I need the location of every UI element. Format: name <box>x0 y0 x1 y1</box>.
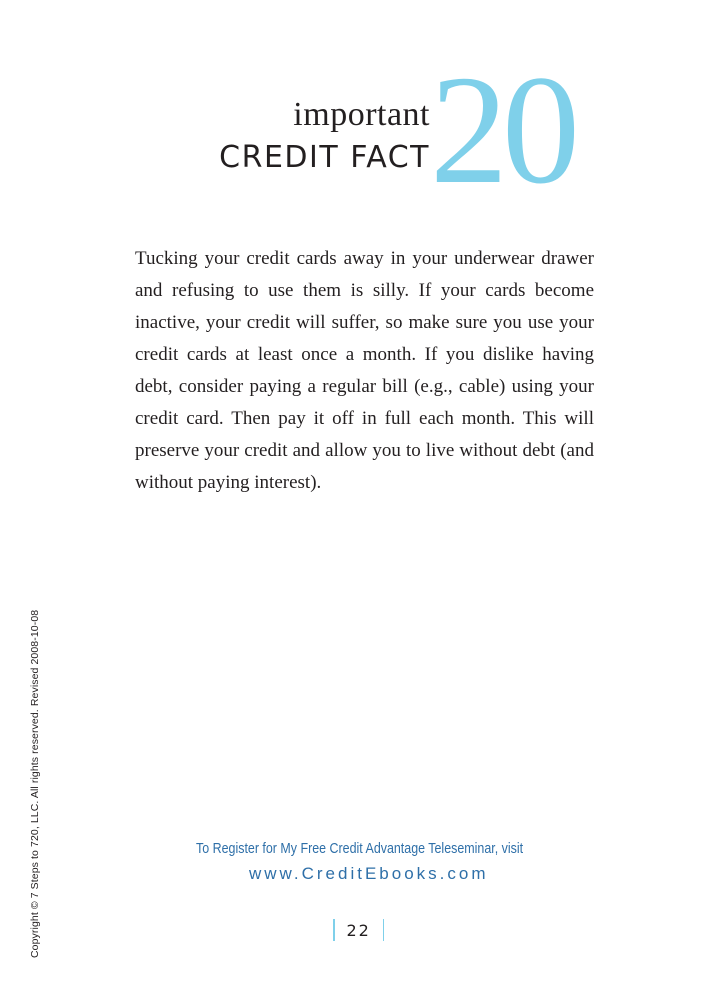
copyright-notice: Copyright © 7 Steps to 720, LLC. All rights reserved. Revised 2008-10-08 <box>29 609 41 958</box>
fact-body-paragraph: Tucking your credit cards away in your underwear drawer and refusing to use them is silly. If your cards become inactive, your credit will suffer, so make sure you use your credit cards at least once a month. If you dislike having debt, consider paying a regular bill (e.g., cable) using your credit card. Then pay it off in full each month. This will preserve your credit and allow you to live without debt (and without paying interest). <box>135 248 594 493</box>
heading-important: important <box>293 96 430 133</box>
register-url-link[interactable]: www.CreditEbooks.com <box>249 864 489 883</box>
fact-header <box>0 0 728 216</box>
register-invitation: To Register for My Free Credit Advantage Teleseminar, visit <box>196 840 524 857</box>
fact-number: 20 <box>430 43 574 216</box>
page-number-block <box>333 918 384 942</box>
page-number: 22 <box>346 920 371 940</box>
page-divider-right <box>383 919 385 941</box>
heading-credit-fact: CREDIT FACT <box>219 140 430 175</box>
page-divider-left <box>333 919 335 941</box>
